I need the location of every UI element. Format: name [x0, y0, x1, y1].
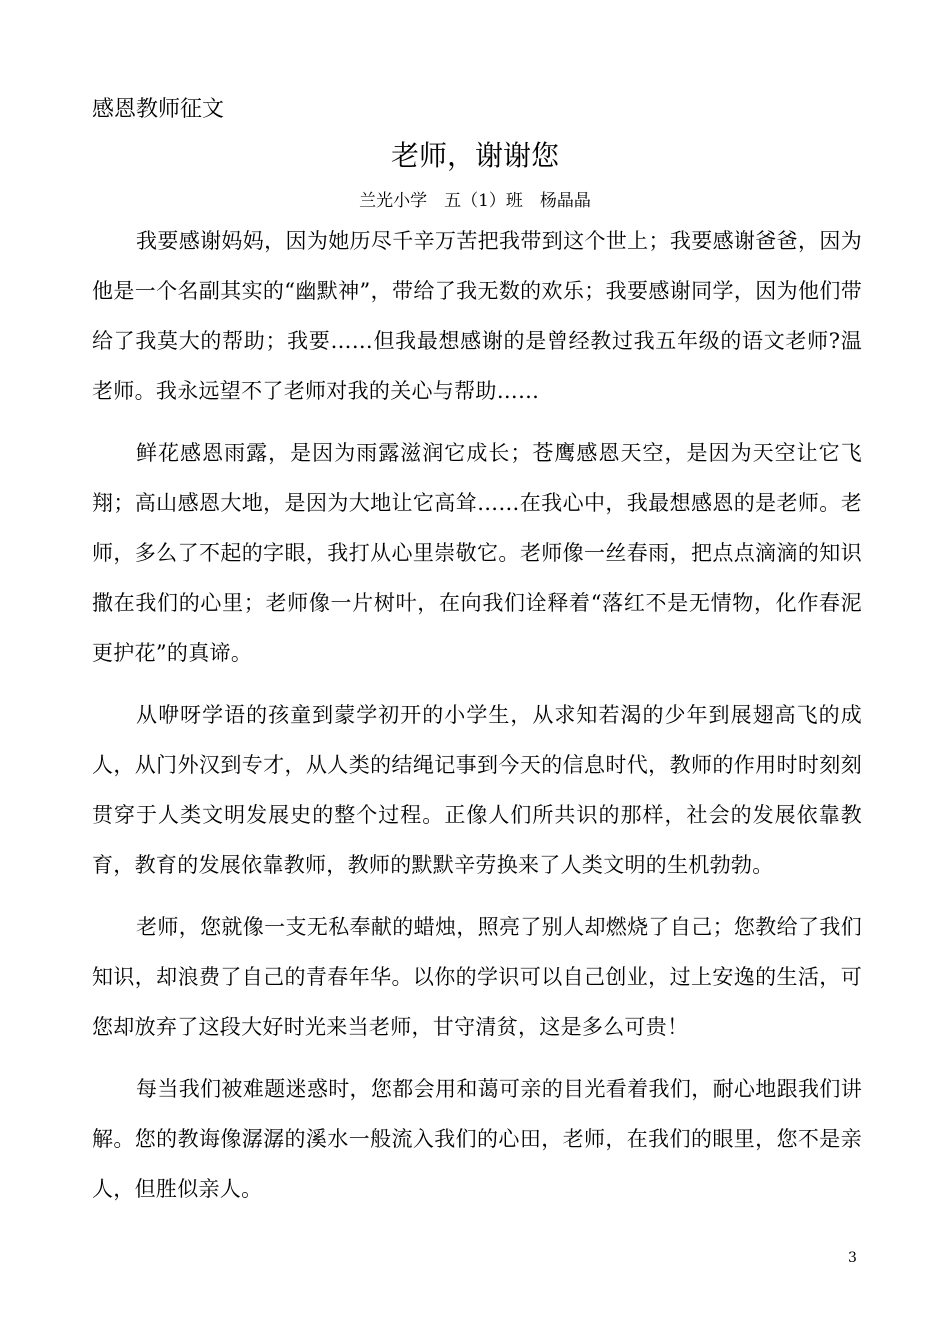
- paragraph-4: 老师，您就像一支无私奉献的蜡烛，照亮了别人却燃烧了自己；您教给了我们知识，却浪费了自己的青春年华。以你的学识可以自己创业，过上安逸的生活，可您却放弃了这段大好时光来当老师，甘守清贫，这是多么可贵！: [92, 915, 862, 1039]
- paragraph-5: 每当我们被难题迷惑时，您都会用和蔼可亲的目光看着我们，耐心地跟我们讲解。您的教诲像潺潺的溪水一般流入我们的心田，老师，在我们的眼里，您不是亲人，但胜似亲人。: [92, 1077, 862, 1201]
- paragraph-3: 从咿呀学语的孩童到蒙学初开的小学生，从求知若渴的少年到展翅高飞的成人，从门外汉到专才，从人类的结绳记事到今天的信息时代，教师的作用时时刻刻贯穿于人类文明发展史的整个过程。正像人们所共识的那样，社会的发展依靠教育，教育的发展依靠教师，教师的默默辛劳换来了人类文明的生机勃勃。: [92, 703, 862, 877]
- essay-body: [92, 216, 862, 1226]
- paragraph-2: 鲜花感恩雨露，是因为雨露滋润它成长；苍鹰感恩天空，是因为天空让它飞翔；高山感恩大地，是因为大地让它高耸……在我心中，我最想感恩的是老师。老师，多么了不起的字眼，我打从心里崇敬它。老师像一丝春雨，把点点滴滴的知识撒在我们的心里；老师像一片树叶，在向我们诠释着“落红不是无情物，化作春泥更护花”的真谛。: [92, 441, 862, 665]
- page-number: 3: [848, 1250, 857, 1266]
- document-label: 感恩教师征文: [92, 97, 225, 122]
- essay-title: 老师，谢谢您: [390, 139, 559, 172]
- paragraph-1: 我要感谢妈妈，因为她历尽千辛万苦把我带到这个世上；我要感谢爸爸，因为他是一个名副其实的“幽默神”，带给了我无数的欢乐；我要感谢同学，因为他们带给了我莫大的帮助；我要……但我最想感谢的是曾经教过我五年级的语文老师?温老师。我永远望不了老师对我的关心与帮助……: [92, 229, 862, 403]
- author-byline: 兰光小学 五（1）班 杨晶晶: [359, 191, 591, 211]
